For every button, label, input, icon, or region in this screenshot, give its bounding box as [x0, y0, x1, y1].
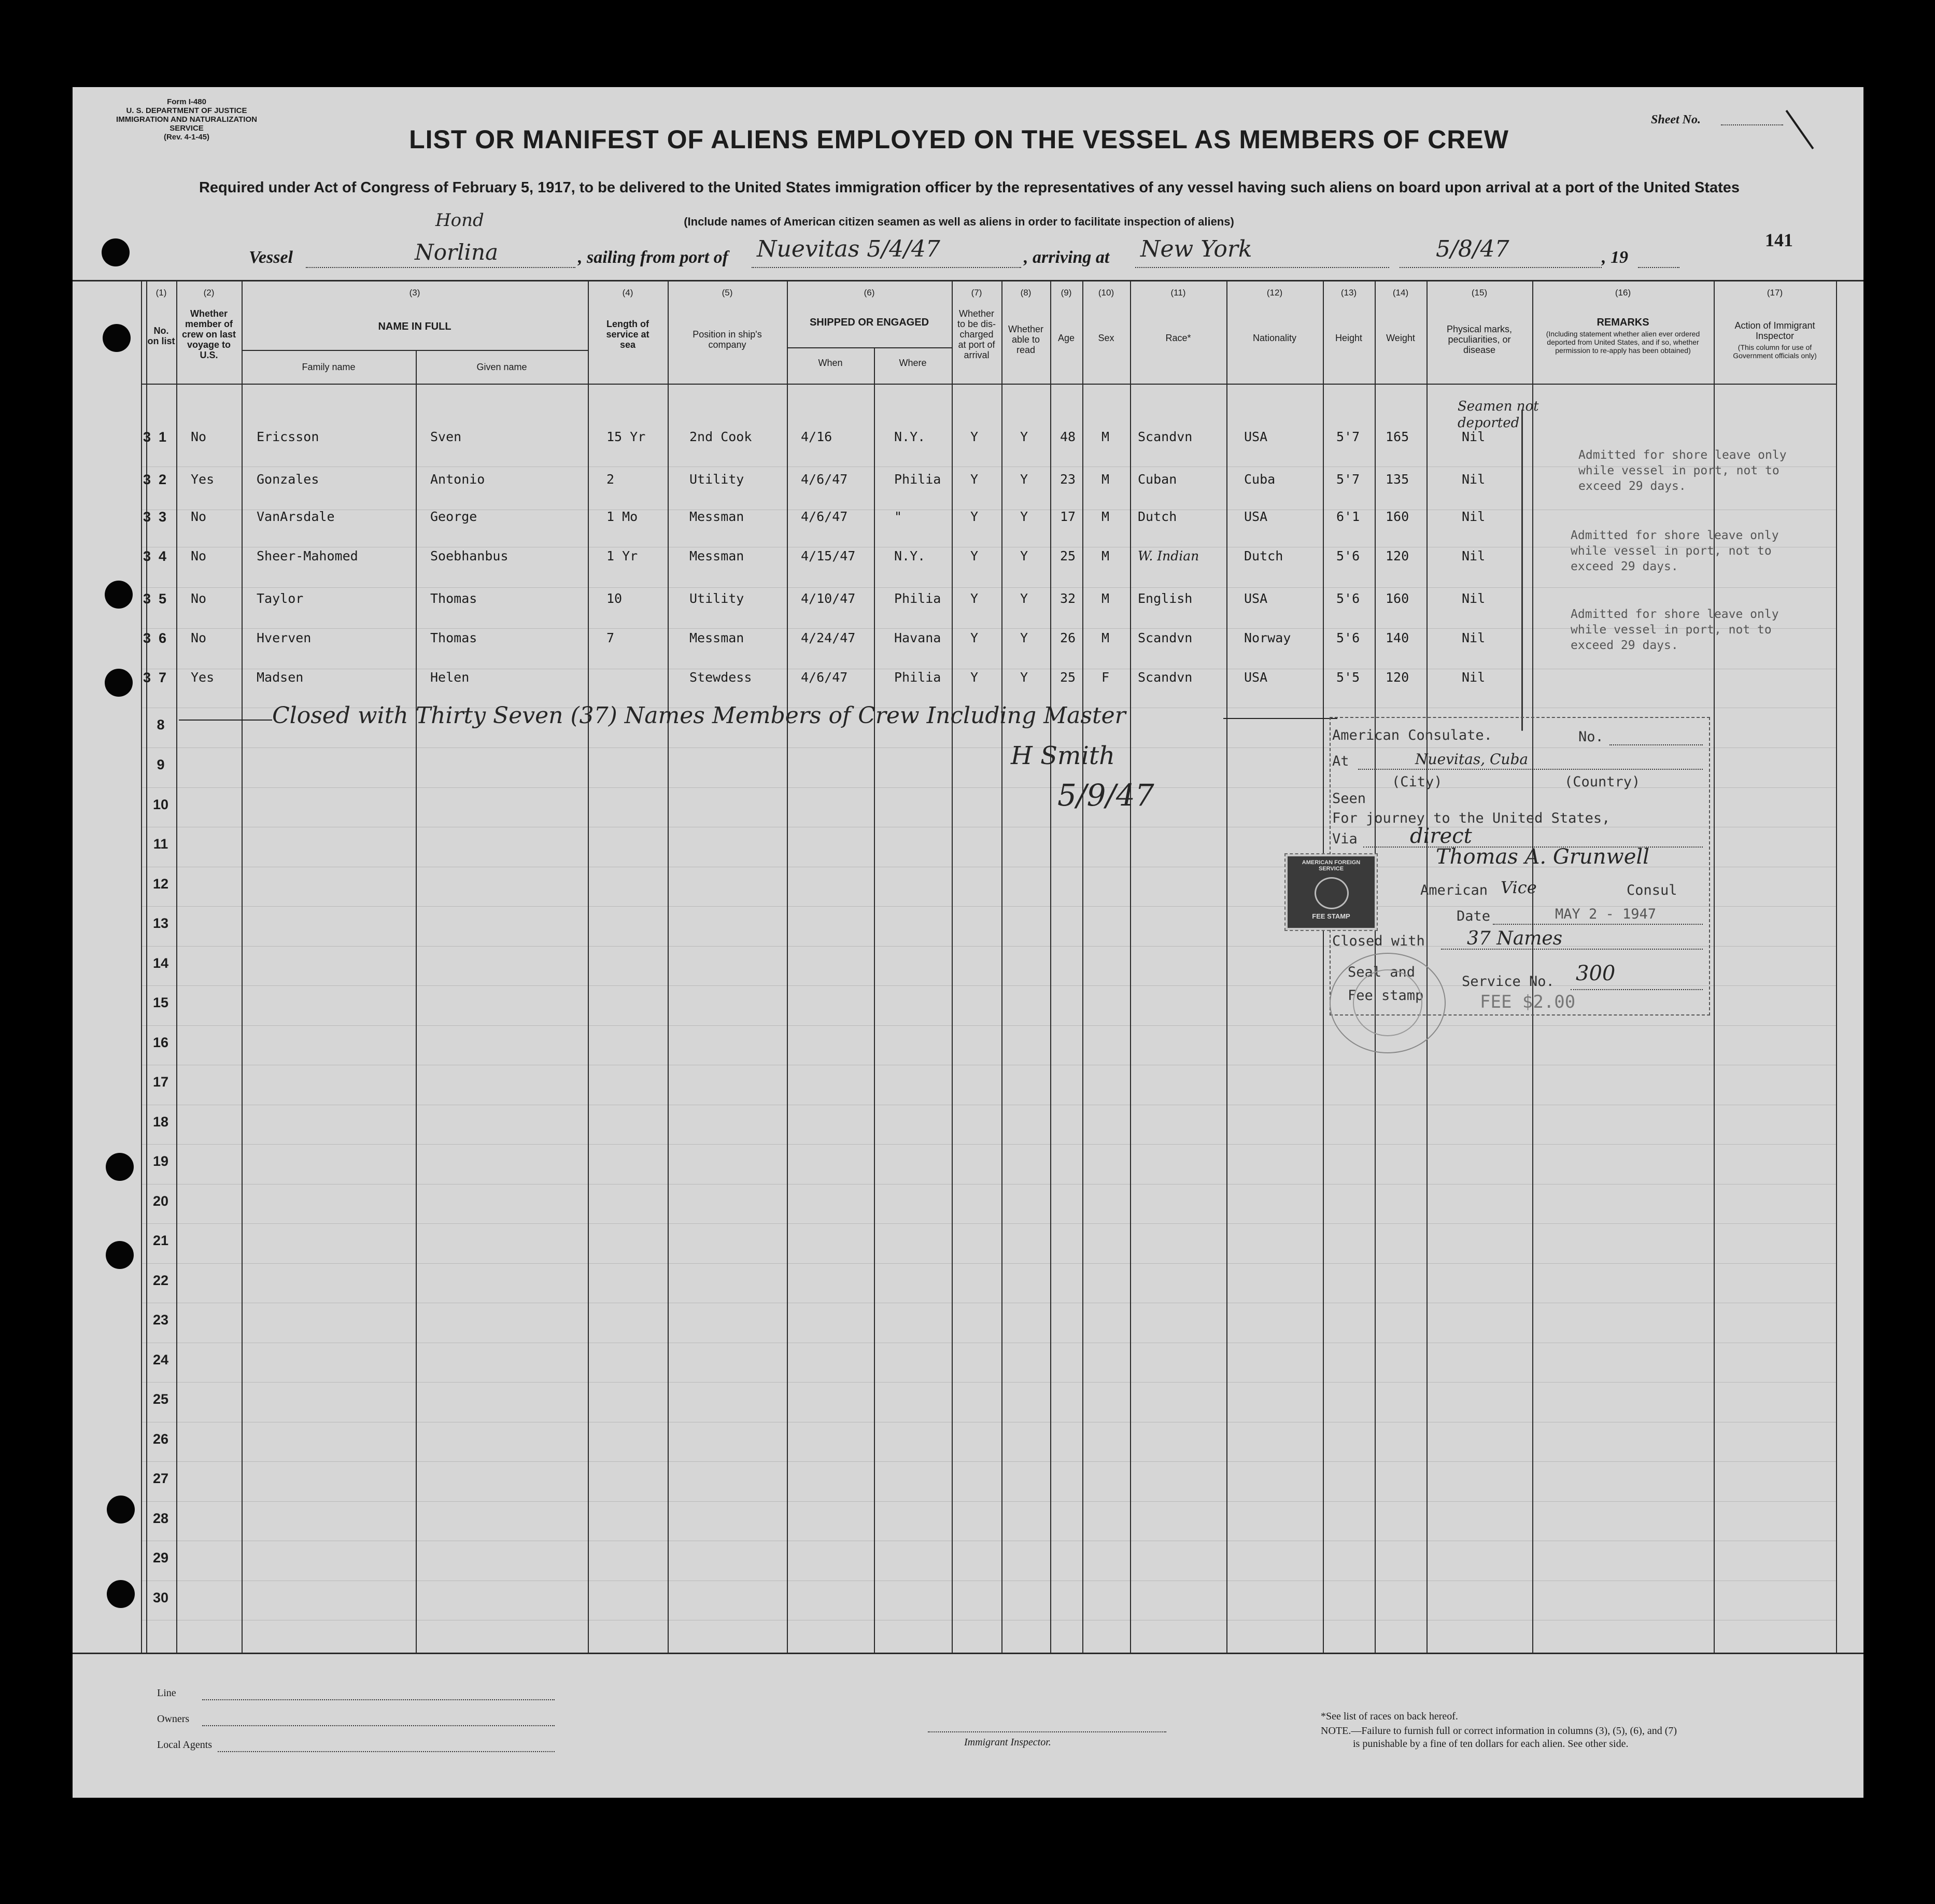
cell-position: Messman	[689, 630, 744, 645]
col-num: (16)	[1615, 288, 1631, 298]
page-number: 141	[1765, 230, 1793, 250]
blank-row-number: 22	[152, 1273, 169, 1288]
cell-discharged: Y	[970, 429, 979, 444]
row-prefix: 3	[143, 472, 151, 487]
cell-given-name: Thomas	[430, 630, 477, 645]
arriving-dotline	[1135, 267, 1389, 268]
cell-given-name: George	[430, 509, 477, 524]
col-num: (13)	[1340, 288, 1357, 298]
row-number: 5	[159, 591, 167, 607]
fee-stamp-bottom-text: FEE STAMP	[1312, 912, 1350, 920]
punch-hole	[107, 1580, 135, 1608]
cell-family-name: Madsen	[257, 670, 304, 685]
cell-shipped-where: Philia	[894, 472, 941, 487]
cell-length-of-service: 2	[606, 472, 615, 487]
consulate-at-line	[1358, 769, 1703, 770]
cell-sex: F	[1101, 670, 1110, 685]
cell-height: 5'7	[1336, 472, 1360, 487]
closing-statement: Closed with Thirty Seven (37) Names Members of Crew Including Master	[272, 702, 1126, 729]
vessel-annotation: Hond	[435, 210, 484, 231]
header-when: When	[818, 358, 843, 368]
cell-member-last-voyage: No	[191, 548, 207, 563]
cell-able-to-read: Y	[1020, 670, 1028, 685]
col-line	[668, 280, 669, 1653]
footer-inspector-label: Immigrant Inspector.	[964, 1737, 1051, 1748]
cell-shipped-when: 4/16	[801, 429, 832, 444]
footer-inspector-line	[928, 1731, 1166, 1732]
consul-title-prefix: American	[1420, 882, 1488, 898]
consulate-service-label: Service No.	[1462, 974, 1555, 990]
row-prefix: 3	[143, 429, 151, 445]
cell-given-name: Antonio	[430, 472, 485, 487]
form-id: Form I-480	[167, 97, 206, 106]
date-dotline	[1400, 267, 1602, 268]
col-num: (1)	[156, 288, 167, 298]
cell-family-name: Ericsson	[257, 429, 319, 444]
cell-position: Messman	[689, 548, 744, 563]
col-line	[416, 350, 417, 1653]
consulate-seen: Seen	[1332, 791, 1366, 807]
cell-length-of-service: 10	[606, 591, 623, 606]
cell-given-name: Soebhanbus	[430, 548, 509, 563]
cell-position: Utility	[689, 472, 744, 487]
consulate-city-label: (City)	[1392, 774, 1443, 790]
header-position: Position in ship's company	[693, 329, 762, 350]
cell-age: 25	[1060, 548, 1076, 563]
fee-stamp-emblem	[1315, 877, 1349, 909]
punch-hole	[106, 1153, 134, 1181]
cell-shipped-when: 4/6/47	[801, 472, 848, 487]
blank-row-number: 11	[153, 836, 168, 852]
ditto-pen-stroke	[1521, 410, 1523, 731]
header-name-in-full: NAME IN FULL	[378, 321, 451, 332]
consulate-at-value: Nuevitas, Cuba	[1415, 751, 1529, 768]
row-number: 4	[159, 548, 167, 564]
fee-stamp	[1286, 854, 1377, 930]
remark-shore-leave: Admitted for shore leave only while vessel in port, not to exceed 29 days.	[1571, 608, 1779, 652]
cell-shipped-when: 4/10/47	[801, 591, 856, 606]
header-inspector-note: (This column for use of Government officials only)	[1733, 343, 1817, 360]
col-num: (3)	[409, 288, 420, 298]
cell-position: 2nd Cook	[689, 429, 752, 444]
header-weight: Weight	[1386, 333, 1415, 343]
cell-age: 17	[1060, 509, 1076, 524]
blank-row-number: 24	[152, 1352, 169, 1367]
cell-shipped-where: Philia	[894, 670, 941, 685]
year-label: , 19	[1602, 248, 1628, 267]
header-sex: Sex	[1098, 333, 1114, 343]
consulate-no-line	[1609, 744, 1703, 745]
cell-height: 5'6	[1336, 548, 1360, 563]
consulate-date-label: Date	[1457, 908, 1491, 924]
consulate-line1: American Consulate.	[1332, 727, 1492, 743]
cell-family-name: Taylor	[257, 591, 304, 606]
sheet-label: Sheet No.	[1651, 113, 1701, 126]
footer-agents-line	[218, 1751, 555, 1752]
cell-discharged: Y	[970, 591, 979, 606]
punch-hole	[107, 1496, 135, 1524]
year-dotline	[1638, 267, 1679, 268]
cell-height: 6'1	[1336, 509, 1360, 524]
col-line	[1082, 280, 1083, 1653]
header-length-of-service: Length of service at sea	[606, 319, 649, 350]
cell-sex: M	[1101, 472, 1110, 487]
row-number: 6	[159, 630, 167, 646]
cell-race: Scandvn	[1138, 630, 1193, 645]
col-line	[1226, 280, 1227, 1653]
cell-weight: 135	[1386, 472, 1409, 487]
row-prefix: 3	[143, 630, 151, 646]
col-num: (8)	[1020, 288, 1032, 298]
col-num: (15)	[1471, 288, 1488, 298]
blank-row-number: 20	[152, 1193, 169, 1209]
punch-hole	[106, 1241, 134, 1269]
arrival-date: 5/8/47	[1436, 236, 1509, 262]
cell-shipped-when: 4/24/47	[801, 630, 856, 645]
blank-row-number: 16	[152, 1035, 169, 1050]
col-line	[141, 280, 142, 1653]
cell-physical-marks: Nil	[1462, 591, 1486, 606]
cell-sex: M	[1101, 509, 1110, 524]
cell-able-to-read: Y	[1020, 429, 1028, 444]
footer-note-line1: NOTE.—Failure to furnish full or correct information in columns (3), (5), (6), and (7)	[1321, 1725, 1677, 1737]
col-line	[874, 347, 875, 1653]
consulate-service-value: 300	[1576, 962, 1616, 985]
blank-row-number: 28	[152, 1511, 169, 1526]
cell-nationality: Norway	[1244, 630, 1291, 645]
col-line	[588, 280, 589, 1653]
cell-given-name: Helen	[430, 670, 470, 685]
header-bottom-border	[141, 384, 1836, 385]
blank-row-number: 21	[152, 1233, 169, 1248]
header-able-to-read: Whether able to read	[1008, 324, 1044, 355]
cell-age: 26	[1060, 630, 1076, 645]
consulate-no-label: No.	[1578, 729, 1604, 745]
cell-sex: M	[1101, 630, 1110, 645]
cell-member-last-voyage: No	[191, 429, 207, 444]
header-where: Where	[899, 358, 927, 368]
sailing-port: Nuevitas 5/4/47	[757, 236, 940, 262]
cell-discharged: Y	[970, 472, 979, 487]
punch-hole	[103, 324, 131, 352]
col-line	[176, 280, 177, 1653]
sailing-dotline	[752, 267, 1021, 268]
cell-given-name: Thomas	[430, 591, 477, 606]
form-rev: (Rev. 4-1-45)	[163, 133, 210, 142]
cell-able-to-read: Y	[1020, 509, 1028, 524]
cell-weight: 160	[1386, 509, 1409, 524]
cell-discharged: Y	[970, 630, 979, 645]
cell-shipped-when: 4/15/47	[801, 548, 856, 563]
cell-age: 23	[1060, 472, 1076, 487]
cell-sex: M	[1101, 548, 1110, 563]
cell-shipped-where: N.Y.	[894, 429, 926, 444]
cell-length-of-service: 7	[606, 630, 615, 645]
blank-row-number: 12	[152, 876, 169, 892]
cell-height: 5'7	[1336, 429, 1360, 444]
cell-length-of-service: 15 Yr	[606, 429, 646, 444]
cell-nationality: USA	[1244, 670, 1268, 685]
col-num: (4)	[622, 288, 633, 298]
blank-row-number: 14	[152, 955, 169, 971]
cell-age: 25	[1060, 670, 1076, 685]
vessel-label: Vessel	[249, 248, 293, 267]
punch-hole	[102, 238, 130, 266]
consulate-closed-label: Closed with	[1332, 933, 1425, 949]
document-title: LIST OR MANIFEST OF ALIENS EMPLOYED ON THE VESSEL AS MEMBERS OF CREW	[409, 125, 1509, 154]
consulate-fee-label: Fee stamp	[1348, 988, 1424, 1004]
cell-physical-marks: Nil	[1462, 630, 1486, 645]
footer-owners-line	[202, 1725, 555, 1726]
cell-age: 32	[1060, 591, 1076, 606]
cell-race: English	[1138, 591, 1193, 606]
consulate-closed-value: 37 Names	[1467, 928, 1563, 949]
cell-shipped-where: "	[894, 509, 902, 524]
col-line	[1050, 280, 1051, 1653]
row-number: 2	[159, 472, 167, 487]
closing-rule	[179, 720, 272, 721]
cell-discharged: Y	[970, 509, 979, 524]
footer-line-label: Line	[157, 1687, 176, 1699]
col-num: (11)	[1170, 288, 1186, 298]
closing-initials: H Smith	[1011, 741, 1115, 770]
cell-position: Stewdess	[689, 670, 752, 685]
header-given-name: Given name	[476, 362, 527, 372]
row-number: 3	[159, 509, 167, 525]
form-dept: U. S. DEPARTMENT OF JUSTICE	[126, 106, 247, 115]
remark-shore-leave: Admitted for shore leave only while vessel in port, not to exceed 29 days.	[1571, 529, 1779, 573]
cell-shipped-where: Havana	[894, 630, 941, 645]
footer-agents-label: Local Agents	[157, 1739, 213, 1751]
col-num: (9)	[1061, 288, 1072, 298]
cell-given-name: Sven	[430, 429, 462, 444]
blank-row-number: 15	[152, 995, 169, 1010]
cell-race: Scandvn	[1138, 429, 1193, 444]
col-line	[1323, 280, 1324, 1653]
cell-member-last-voyage: Yes	[191, 670, 215, 685]
col-line	[952, 280, 953, 1653]
header-remarks: REMARKS	[1597, 317, 1649, 328]
cell-nationality: Dutch	[1244, 548, 1283, 563]
blank-row-number: 26	[152, 1431, 169, 1447]
sailing-label: , sailing from port of	[578, 248, 728, 267]
document-subtitle: Required under Act of Congress of February 5, 1917, to be delivered to the United States immigration officer by the representatives of any vessel having such aliens on board upon arrival at a port of the United States	[199, 179, 1740, 196]
cell-weight: 120	[1386, 670, 1409, 685]
cell-weight: 140	[1386, 630, 1409, 645]
row-prefix: 3	[143, 591, 151, 607]
header-nationality: Nationality	[1252, 333, 1297, 343]
col-num: (17)	[1767, 288, 1783, 298]
col-line	[1836, 280, 1837, 1653]
header-no-on-list: No. on list	[147, 326, 175, 346]
punch-hole	[105, 581, 133, 609]
cell-weight: 120	[1386, 548, 1409, 563]
row-number: 7	[159, 670, 167, 685]
cell-weight: 160	[1386, 591, 1409, 606]
header-family-name: Family name	[302, 362, 356, 372]
consulate-at-label: At	[1332, 753, 1349, 769]
header-race: Race*	[1165, 333, 1191, 343]
punch-hole	[105, 669, 133, 697]
cell-family-name: Gonzales	[257, 472, 319, 487]
consul-title-suffix: Consul	[1627, 882, 1677, 898]
header-physical-marks: Physical marks, peculiarities, or disease	[1446, 324, 1513, 355]
consulate-date-value: MAY 2 - 1947	[1555, 906, 1657, 922]
cell-member-last-voyage: Yes	[191, 472, 215, 487]
row-prefix: 3	[143, 670, 151, 685]
cell-member-last-voyage: No	[191, 630, 207, 645]
consulate-service-line	[1571, 989, 1703, 990]
consulate-journey: For journey to the United States,	[1332, 810, 1611, 826]
arriving-port: New York	[1140, 236, 1252, 262]
col-line	[1130, 280, 1131, 1653]
cell-height: 5'5	[1336, 670, 1360, 685]
cell-member-last-voyage: No	[191, 509, 207, 524]
shipped-subheader-line	[787, 347, 952, 348]
col-line	[1001, 280, 1002, 1653]
cell-weight: 165	[1386, 429, 1409, 444]
footer-owners-label: Owners	[157, 1713, 190, 1725]
blank-row-number: 30	[152, 1590, 169, 1605]
col-num: (2)	[203, 288, 215, 298]
cell-physical-marks: Nil	[1462, 472, 1486, 487]
cell-sex: M	[1101, 429, 1110, 444]
cell-sex: M	[1101, 591, 1110, 606]
blank-row-number: 25	[152, 1391, 169, 1407]
col-num: (12)	[1266, 288, 1283, 298]
col-line	[242, 280, 243, 1653]
header-inspector-action: Action of Immigrant Inspector	[1734, 320, 1815, 341]
footer-line-line	[202, 1699, 555, 1700]
table-top-border	[73, 280, 1863, 281]
header-age: Age	[1057, 333, 1075, 343]
consulate-via-label: Via	[1332, 831, 1358, 847]
blank-row-number: 17	[152, 1074, 169, 1090]
cell-able-to-read: Y	[1020, 472, 1028, 487]
cell-shipped-where: Philia	[894, 591, 941, 606]
header-discharged: Whether to be dis-charged at port of arrival	[957, 308, 996, 360]
cell-able-to-read: Y	[1020, 630, 1028, 645]
form-service: IMMIGRATION AND NATURALIZATION SERVICE	[116, 115, 257, 133]
remark-row1-handwritten: Seamen not deported	[1458, 399, 1539, 431]
cell-shipped-when: 4/6/47	[801, 670, 848, 685]
blank-row-number: 27	[152, 1471, 169, 1486]
consulate-country-label: (Country)	[1564, 774, 1641, 790]
cell-height: 5'6	[1336, 630, 1360, 645]
cell-shipped-where: N.Y.	[894, 548, 926, 563]
cell-able-to-read: Y	[1020, 548, 1028, 563]
cell-family-name: Sheer-Mahomed	[257, 548, 358, 563]
cell-height: 5'6	[1336, 591, 1360, 606]
name-subheader-line	[242, 350, 588, 351]
cell-nationality: USA	[1244, 591, 1268, 606]
row-number: 1	[159, 429, 167, 445]
cell-physical-marks: Nil	[1462, 670, 1486, 685]
table-bottom-border	[73, 1653, 1863, 1654]
cell-race: W. Indian	[1138, 548, 1199, 563]
col-num: (7)	[971, 288, 982, 298]
blank-row-number: 9	[157, 757, 165, 772]
cell-position: Utility	[689, 591, 744, 606]
col-num: (6)	[864, 288, 875, 298]
consulate-via-value: direct	[1410, 824, 1472, 848]
row-prefix: 3	[143, 509, 151, 525]
vessel-dotline	[306, 267, 575, 268]
cell-nationality: USA	[1244, 509, 1268, 524]
col-num: (5)	[722, 288, 733, 298]
cell-race: Cuban	[1138, 472, 1177, 487]
consul-title-value: Vice	[1501, 878, 1537, 897]
consulate-fee-value: FEE $2.00	[1480, 992, 1576, 1012]
vessel-name: Norlina	[415, 239, 499, 265]
col-num: (10)	[1098, 288, 1114, 298]
blank-row-number: 8	[157, 717, 165, 732]
cell-able-to-read: Y	[1020, 591, 1028, 606]
cell-family-name: Hverven	[257, 630, 312, 645]
cell-physical-marks: Nil	[1462, 429, 1486, 444]
blank-row-number: 13	[152, 915, 169, 931]
cell-discharged: Y	[970, 670, 979, 685]
cell-race: Scandvn	[1138, 670, 1193, 685]
consulate-date-line	[1493, 924, 1703, 925]
blank-row-number: 29	[152, 1550, 169, 1565]
cell-nationality: Cuba	[1244, 472, 1276, 487]
cell-physical-marks: Nil	[1462, 509, 1486, 524]
footer-races-note: *See list of races on back hereof.	[1321, 1711, 1458, 1722]
closing-rule	[1223, 718, 1337, 719]
header-member-last-voyage: Whether member of crew on last voyage to U.S.	[181, 308, 236, 360]
cell-shipped-when: 4/6/47	[801, 509, 848, 524]
cell-position: Messman	[689, 509, 744, 524]
sheet-number-line	[1721, 124, 1783, 125]
arriving-label: , arriving at	[1024, 248, 1110, 267]
blank-row-number: 19	[152, 1153, 169, 1169]
blank-row-number: 23	[152, 1312, 169, 1328]
consul-signature: Thomas A. Grunwell	[1436, 845, 1649, 869]
fee-stamp-top-text: AMERICAN FOREIGN SERVICE	[1302, 859, 1361, 872]
consular-seal-inner	[1353, 969, 1422, 1036]
include-note: (Include names of American citizen seamen as well as aliens in order to facilitate inspection of aliens)	[684, 215, 1234, 228]
cell-age: 48	[1060, 429, 1076, 444]
col-num: (14)	[1392, 288, 1409, 298]
cell-member-last-voyage: No	[191, 591, 207, 606]
cell-family-name: VanArsdale	[257, 509, 335, 524]
blank-row-number: 18	[152, 1114, 169, 1130]
cell-nationality: USA	[1244, 429, 1268, 444]
closing-date: 5/9/47	[1057, 778, 1154, 813]
cell-length-of-service: 1 Yr	[606, 548, 638, 563]
header-shipped-or-engaged: SHIPPED OR ENGAGED	[809, 317, 929, 328]
row-prefix: 3	[143, 548, 151, 564]
cell-race: Dutch	[1138, 509, 1177, 524]
cell-physical-marks: Nil	[1462, 548, 1486, 563]
remark-shore-leave: Admitted for shore leave only while vessel in port, not to exceed 29 days.	[1578, 448, 1787, 493]
consulate-seal-label: Seal and	[1348, 964, 1416, 980]
cell-discharged: Y	[970, 548, 979, 563]
header-height: Height	[1335, 333, 1363, 343]
blank-row-number: 10	[152, 797, 169, 812]
cell-length-of-service: 1 Mo	[606, 509, 638, 524]
header-remarks-note: (Including statement whether alien ever ordered deported from United States, and if so, whether permission to re-apply has been obtained)	[1546, 330, 1700, 355]
col-line	[787, 280, 788, 1653]
footer-note-line2: is punishable by a fine of ten dollars for each alien. See other side.	[1353, 1738, 1629, 1750]
